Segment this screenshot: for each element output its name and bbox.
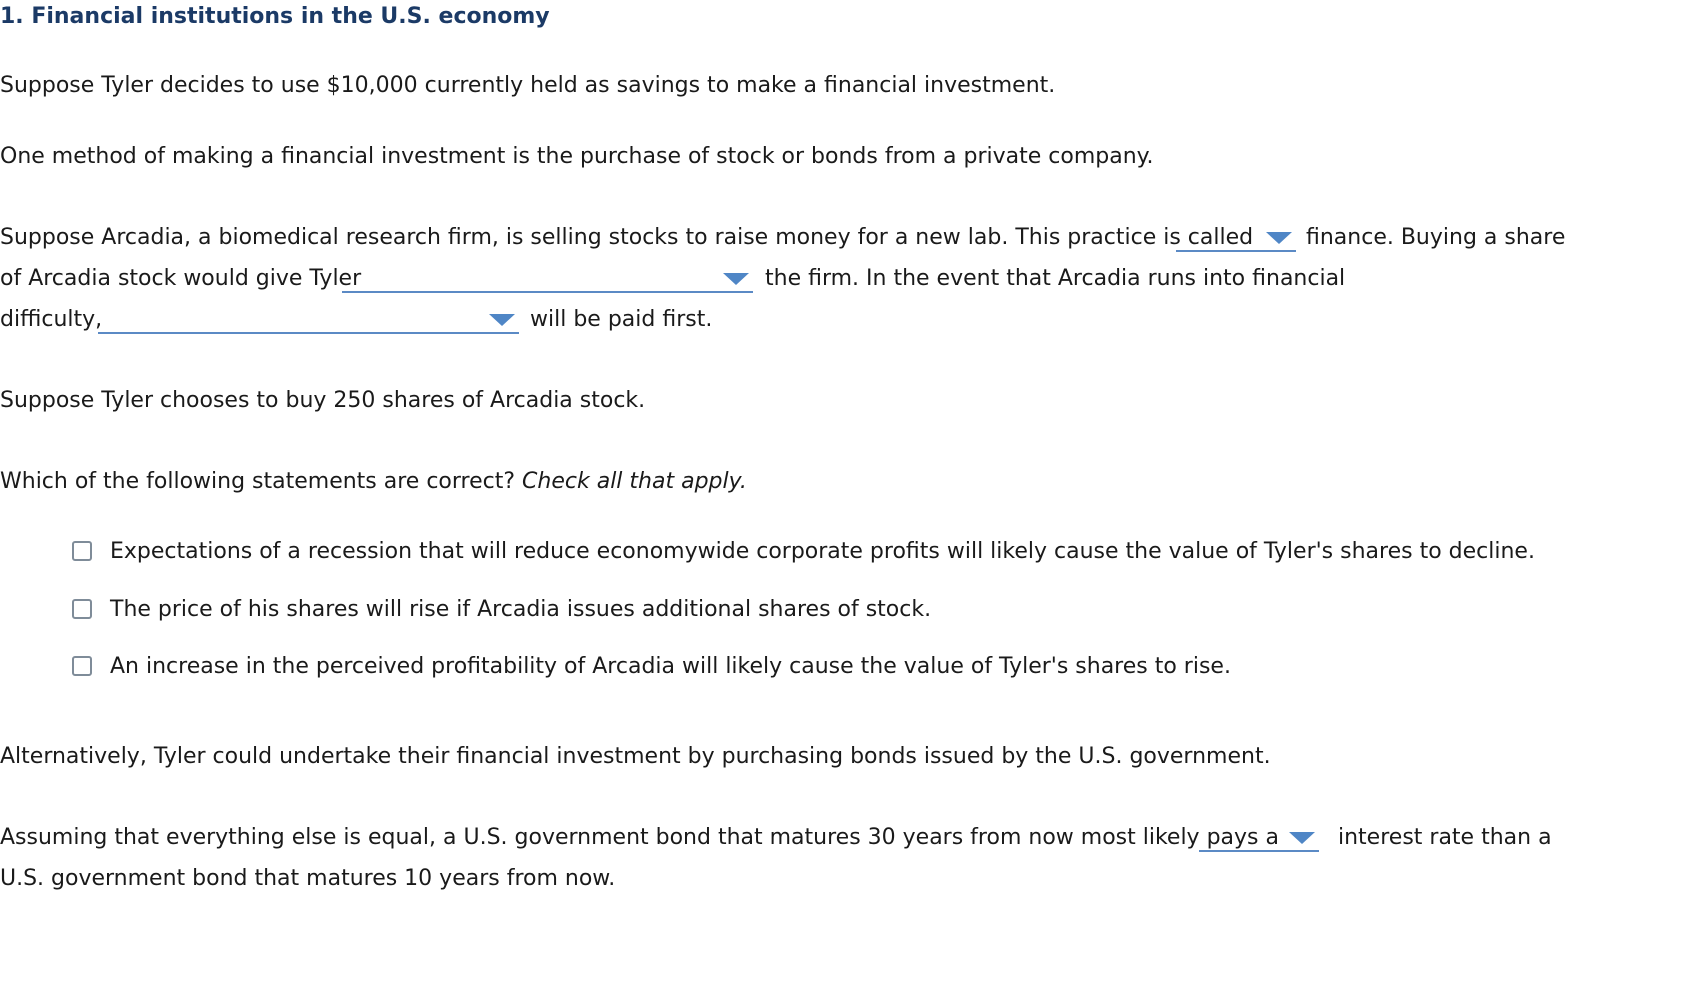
finance-type-dropdown[interactable] [1176, 222, 1296, 252]
intro-paragraph-2: One method of making a financial investment is the purchase of stock or bonds from a private company. [0, 144, 1154, 169]
arcadia-sentence-2a: of Arcadia stock would give Tyler [0, 266, 362, 291]
interest-rate-dropdown[interactable] [1199, 822, 1319, 852]
checkbox-option-1[interactable] [72, 541, 92, 561]
bonds-sentence-1a: Assuming that everything else is equal, a U.S. government bond that matures 30 years from now most likely pays a [0, 825, 1279, 850]
question-instruction: Check all that apply. [522, 469, 747, 494]
option-label-3[interactable]: An increase in the perceived profitability of Arcadia will likely cause the value of Tyler's shares to rise. [110, 654, 1231, 679]
arcadia-sentence-3b: will be paid first. [530, 307, 713, 332]
chevron-down-icon [489, 314, 515, 326]
chevron-down-icon [723, 273, 749, 285]
bonds-sentence-1b: interest rate than a [1338, 825, 1552, 850]
bonds-sentence-2: U.S. government bond that matures 10 years from now. [0, 866, 616, 891]
ownership-dropdown[interactable] [342, 263, 753, 293]
intro-paragraph-1: Suppose Tyler decides to use $10,000 currently held as savings to make a financial investment. [0, 73, 1056, 98]
chevron-down-icon [1289, 832, 1315, 844]
arcadia-sentence-1b: finance. Buying a share [1306, 225, 1566, 250]
purchase-paragraph: Suppose Tyler chooses to buy 250 shares of Arcadia stock. [0, 388, 646, 413]
checkbox-option-3[interactable] [72, 656, 92, 676]
arcadia-sentence-1a: Suppose Arcadia, a biomedical research firm, is selling stocks to raise money for a new lab. This practice is called [0, 225, 1254, 250]
question-title: 1. Financial institutions in the U.S. economy [0, 4, 550, 29]
arcadia-sentence-2b: the firm. In the event that Arcadia runs into financial [765, 266, 1346, 291]
bonds-paragraph: Alternatively, Tyler could undertake their financial investment by purchasing bonds issued by the U.S. government. [0, 744, 1271, 769]
arcadia-sentence-3a: difficulty, [0, 307, 103, 332]
option-label-1[interactable]: Expectations of a recession that will reduce economywide corporate profits will likely cause the value of Tyler's shares to decline. [110, 539, 1535, 564]
paid-first-dropdown[interactable] [98, 304, 519, 334]
checkbox-option-2[interactable] [72, 599, 92, 619]
chevron-down-icon [1266, 232, 1292, 244]
question-prompt [0, 468, 747, 496]
question-prompt-text: Which of the following statements are correct? [0, 469, 516, 494]
option-label-2[interactable]: The price of his shares will rise if Arcadia issues additional shares of stock. [110, 597, 932, 622]
